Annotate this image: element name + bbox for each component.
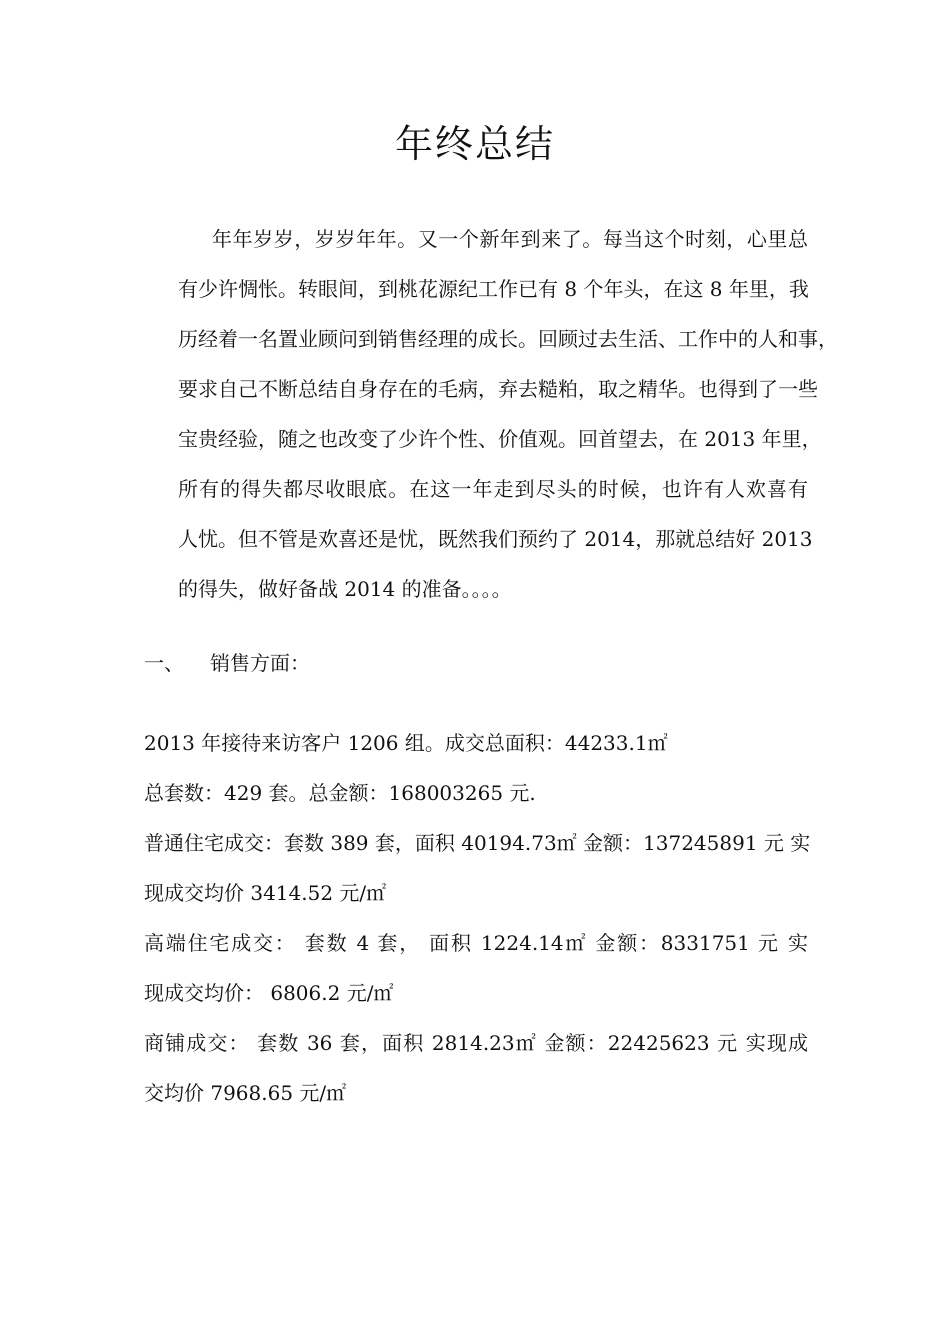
section-heading-sales	[144, 638, 310, 688]
stats-line: 交均价 7968.65 元/㎡	[144, 1081, 347, 1105]
stats-line: 总套数：429 套。总金额：168003265 元.	[144, 781, 536, 805]
section-number: 一、	[144, 651, 184, 675]
intro-line: 人忧。但不管是欢喜还是忧，既然我们预约了 2014，那就总结好 2013	[178, 527, 813, 551]
stats-line: 商铺成交： 套数 36 套，面积 2814.23㎡ 金额：22425623 元 实现成	[144, 1031, 808, 1055]
sales-stats	[144, 718, 811, 1118]
intro-line: 的得失，做好备战 2014 的准备。。。。	[178, 577, 512, 601]
intro-line: 所有的得失都尽收眼底。在这一年走到尽头的时候，也许有人欢喜有	[178, 477, 808, 501]
stats-line: 2013 年接待来访客户 1206 组。成交总面积：44233.1㎡	[144, 731, 668, 755]
stats-line: 现成交均价： 6806.2 元/㎡	[144, 981, 394, 1005]
intro-line: 年年岁岁，岁岁年年。又一个新年到来了。每当这个时刻，心里总	[212, 227, 808, 251]
intro-line: 要求自己不断总结自身存在的毛病，弃去糙粕，取之精华。也得到了一些	[178, 377, 818, 401]
section-label: 销售方面：	[210, 651, 310, 675]
document-title: 年终总结	[394, 122, 555, 166]
intro-line: 历经着一名置业顾问到销售经理的成长。回顾过去生活、工作中的人和事，	[178, 327, 838, 351]
stats-line: 现成交均价 3414.52 元/㎡	[144, 881, 387, 905]
intro-paragraph	[144, 214, 838, 614]
intro-line: 有少许惆怅。转眼间，到桃花源纪工作已有 8 个年头，在这 8 年里，我	[178, 277, 809, 301]
intro-line: 宝贵经验，随之也改变了少许个性、价值观。回首望去，在 2013 年里，	[178, 427, 822, 451]
stats-line: 高端住宅成交： 套数 4 套， 面积 1224.14㎡ 金额：8331751 元 实	[144, 931, 808, 955]
stats-line: 普通住宅成交：套数 389 套，面积 40194.73㎡ 金额：137245891 元 实	[144, 831, 811, 855]
